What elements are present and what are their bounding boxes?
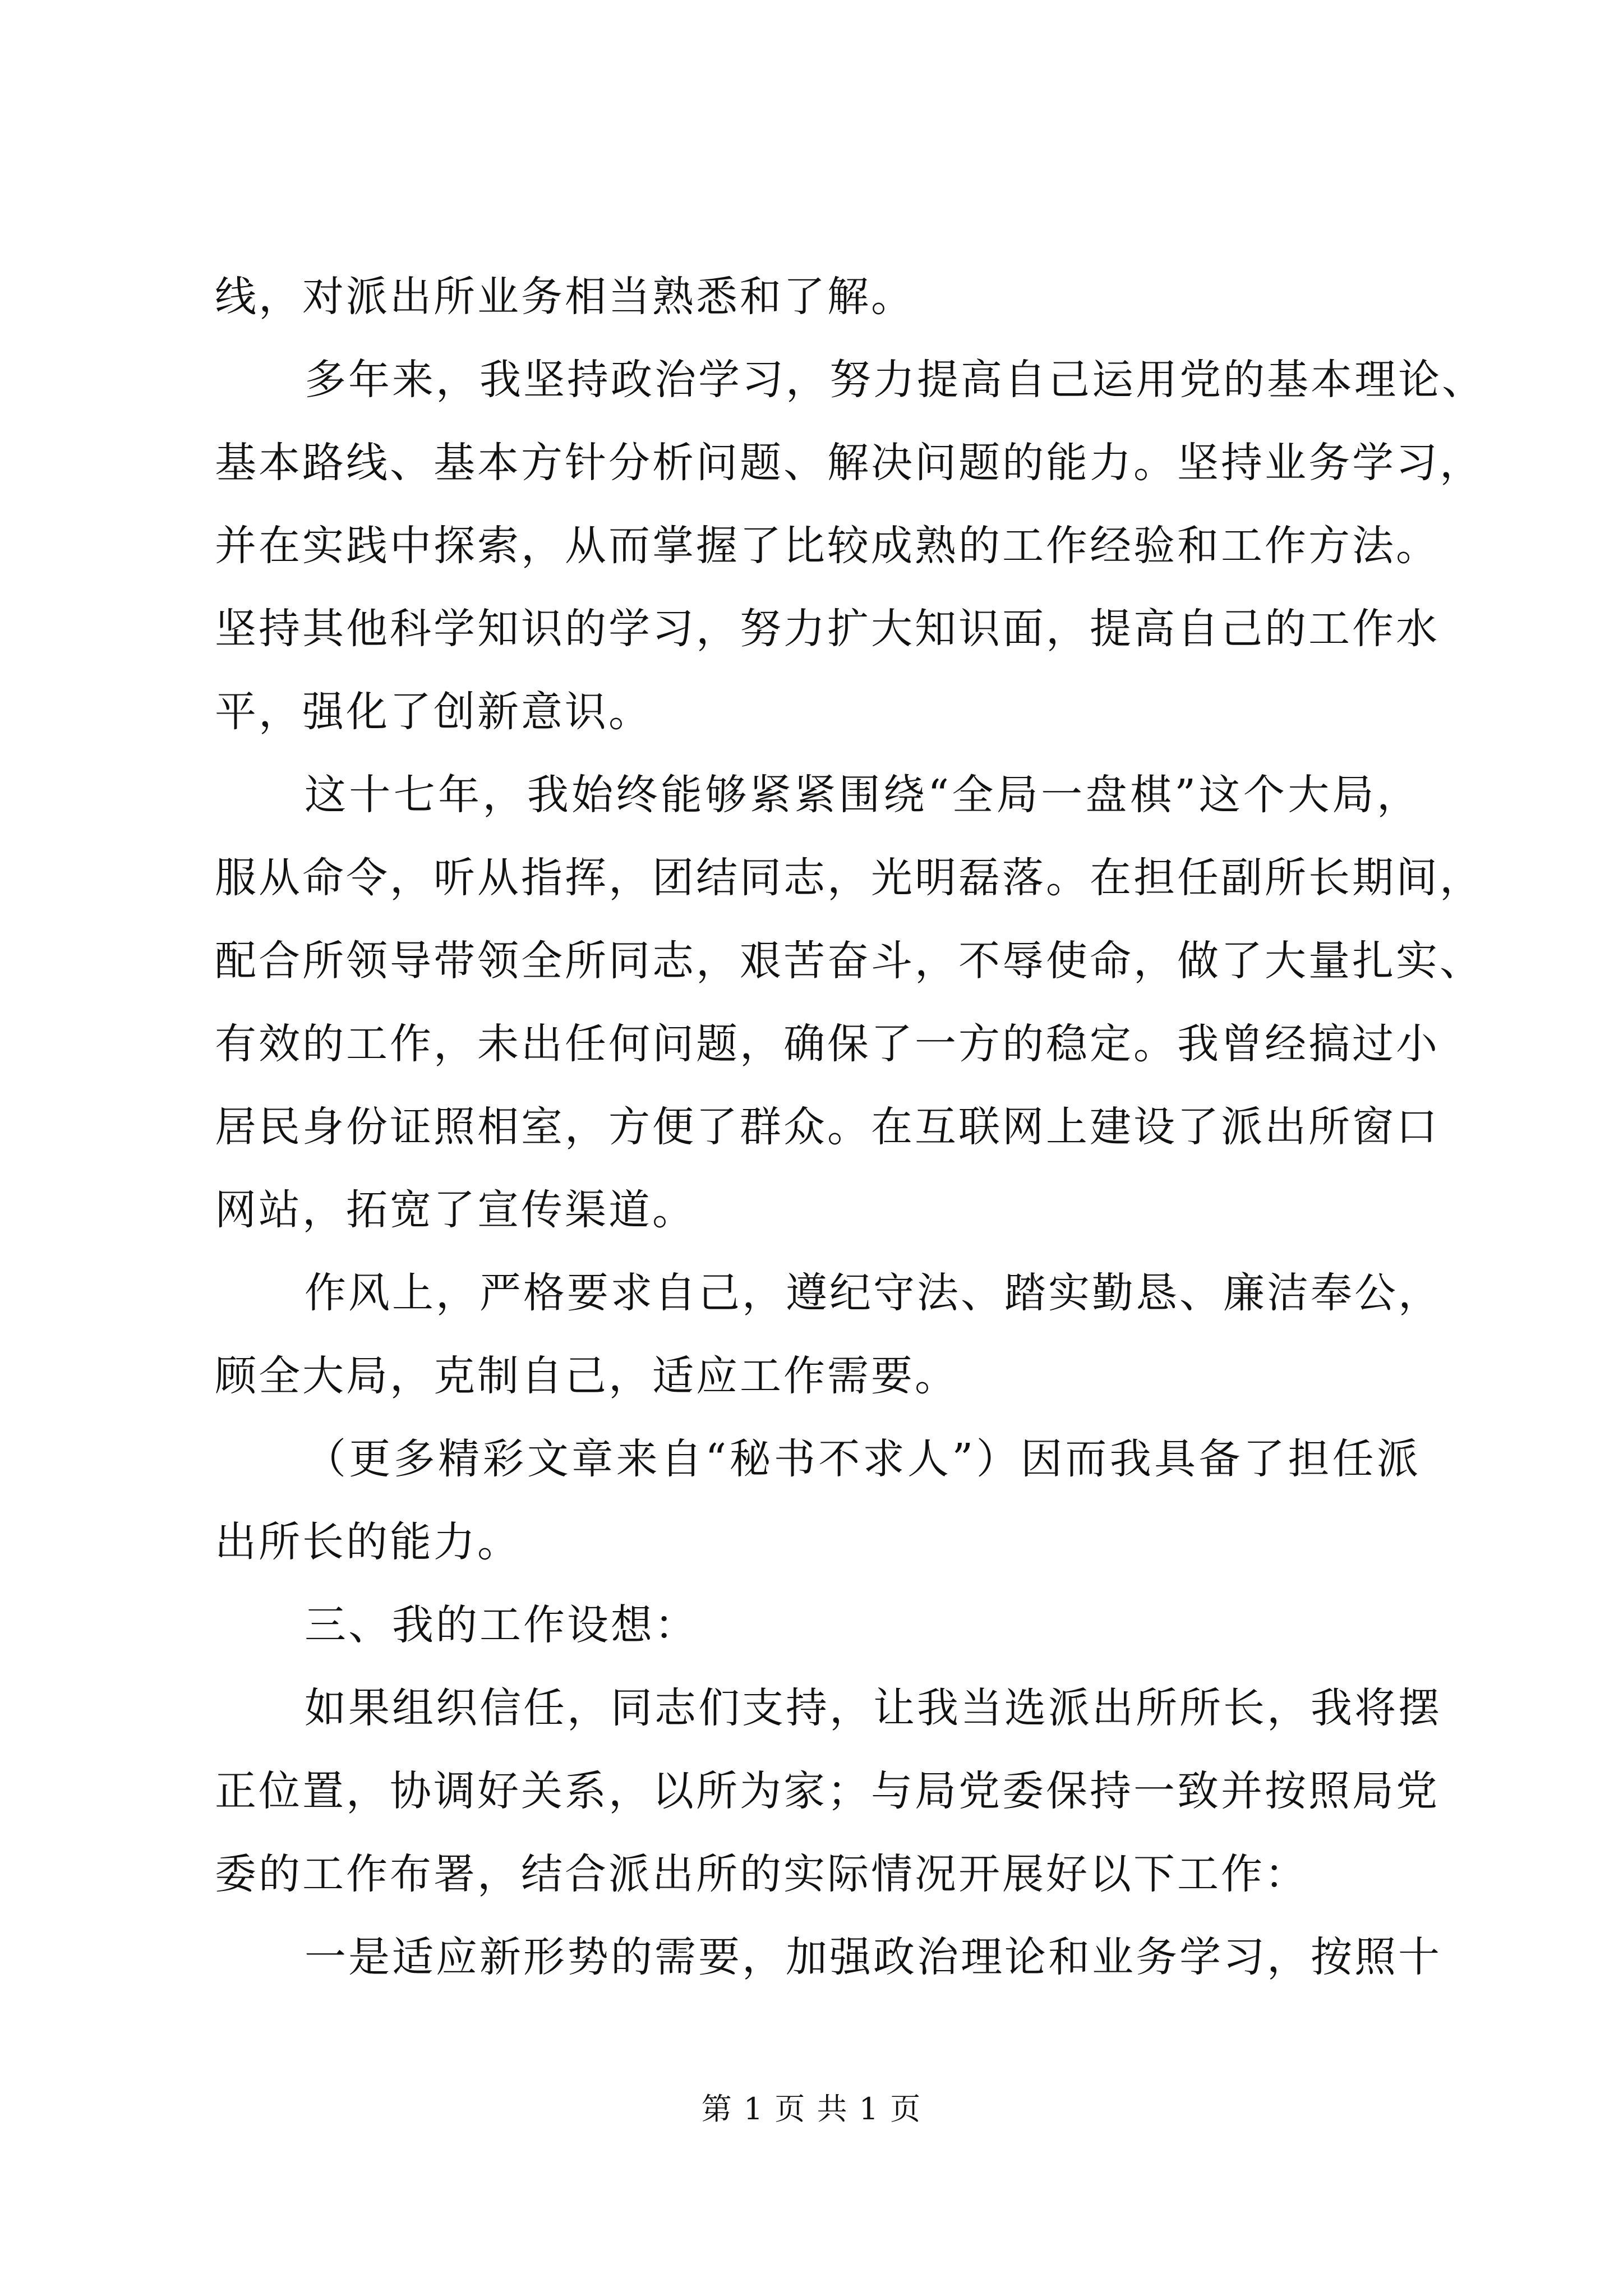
text-line: 顾全大局，克制自己，适应工作需要。 — [215, 1352, 958, 1400]
page-footer: 第 1 页 共 1 页 — [701, 2091, 922, 2127]
text-line: 基本路线、基本方针分析问题、解决问题的能力。坚持业务学习， — [215, 439, 1483, 487]
section-heading: 三、我的工作设想： — [305, 1601, 698, 1649]
text-line: 出所长的能力。 — [215, 1518, 521, 1566]
text-line: 正位置，协调好关系，以所为家；与局党委保持一致并按照局党 — [215, 1767, 1440, 1815]
text-line: 配合所领导带领全所同志，艰苦奋斗，不辱使命，做了大量扎实、 — [215, 937, 1483, 985]
text-line: 委的工作布署，结合派出所的实际情况开展好以下工作： — [215, 1850, 1308, 1898]
text-line: 线，对派出所业务相当熟悉和了解。 — [215, 273, 915, 321]
text-line: 坚持其他科学知识的学习，努力扩大知识面，提高自己的工作水 — [215, 605, 1440, 653]
text-line: 如果组织信任，同志们支持，让我当选派出所所长，我将摆 — [305, 1684, 1442, 1732]
text-line: 作风上，严格要求自己，遵纪守法、踏实勤恳、廉洁奉公， — [305, 1269, 1442, 1317]
text-line: 服从命令，听从指挥，团结同志，光明磊落。在担任副所长期间， — [215, 854, 1483, 902]
text-line: （更多精彩文章来自“秘书不求人”）因而我具备了担任派 — [305, 1435, 1421, 1483]
document-body — [215, 255, 1486, 1999]
text-line: 多年来，我坚持政治学习，努力提高自己运用党的基本理论、 — [305, 356, 1486, 404]
text-line: 这十七年，我始终能够紧紧围绕“全局一盘棋”这个大局， — [305, 771, 1421, 819]
text-line: 并在实践中探索，从而掌握了比较成熟的工作经验和工作方法。 — [215, 522, 1440, 570]
text-line: 有效的工作，未出任何问题，确保了一方的稳定。我曾经搞过小 — [215, 1020, 1440, 1068]
text-line: 平，强化了创新意识。 — [215, 688, 652, 736]
text-line: 居民身份证照相室，方便了群众。在互联网上建设了派出所窗口 — [215, 1103, 1440, 1151]
text-line: 一是适应新形势的需要，加强政治理论和业务学习，按照十 — [305, 1933, 1442, 1981]
text-line: 网站，拓宽了宣传渠道。 — [215, 1186, 696, 1234]
